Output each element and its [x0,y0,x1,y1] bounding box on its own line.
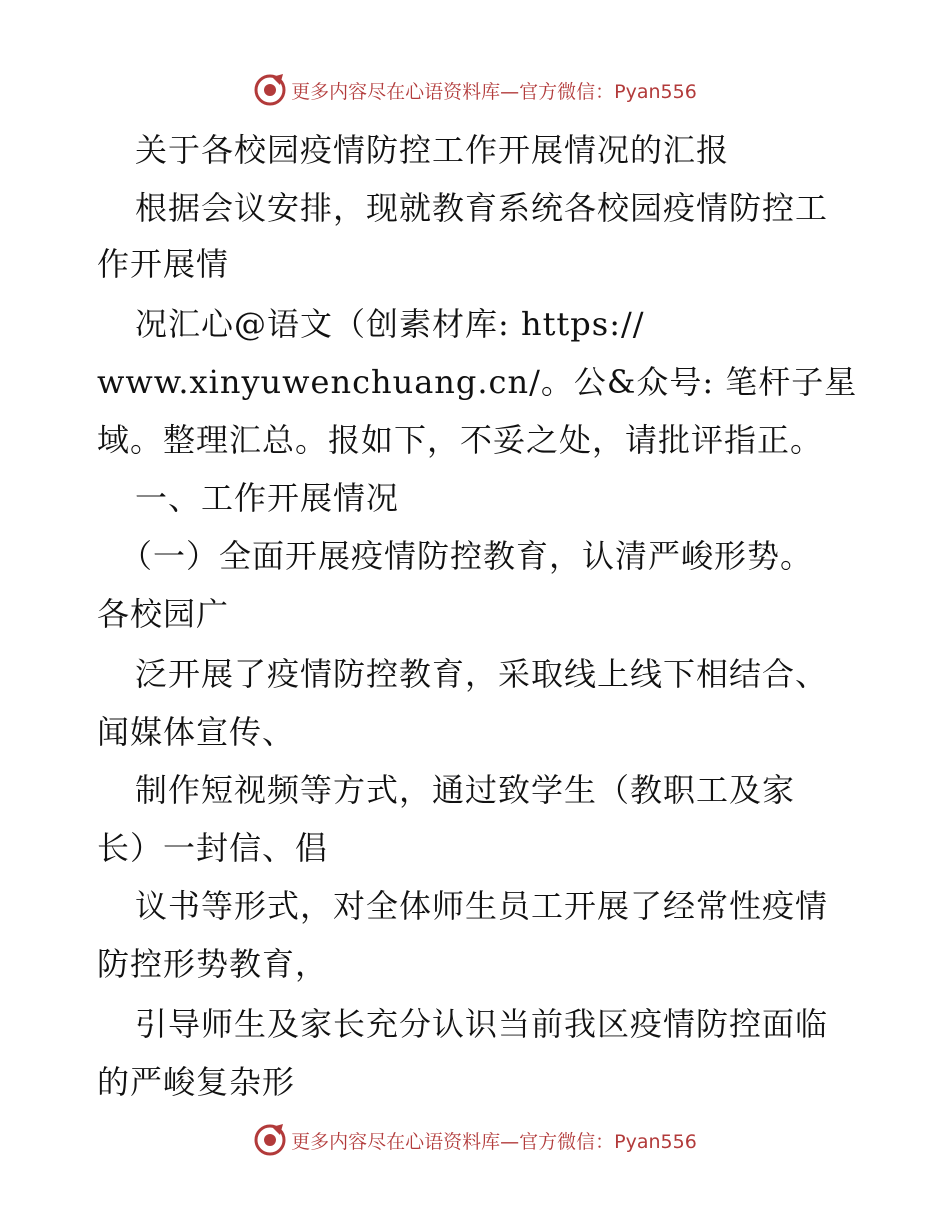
paragraph-line: 况汇心@语文（创素材库: https:// [135,305,645,343]
paragraph-line: 防控形势教育， [97,945,329,983]
watermark-banner-top [0,70,950,110]
subsection-heading: （一）全面开展疫情防控教育，认清严峻形势。 [120,537,814,575]
paragraph-line: 议书等形式，对全体师生员工开展了经常性疫情 [135,887,829,925]
paragraph-line: 根据会议安排，现就教育系统各校园疫情防控工 [135,189,829,227]
paragraph-line: 引导师生及家长充分认识当前我区疫情防控面临 [135,1005,829,1043]
watermark-text: 更多内容尽在心语资料库—官方微信：Pyan556 [291,1130,697,1153]
document-title: 关于各校园疫情防控工作开展情况的汇报 [135,131,730,169]
pen-logo-icon [253,1123,287,1157]
paragraph-line: 域。整理汇总。报如下，不妥之处，请批评指正。 [97,421,824,459]
paragraph-line: 制作短视频等方式，通过致学生（教职工及家 [135,771,796,809]
section-heading: 一、工作开展情况 [135,479,400,517]
paragraph-line: 各校园广 [97,595,230,633]
paragraph-line: www.xinyuwenchuang.cn/。公&众号: 笔杆子星 [97,363,858,401]
watermark-text: 更多内容尽在心语资料库—官方微信：Pyan556 [291,80,697,103]
watermark-banner-bottom [0,1120,950,1160]
paragraph-line: 作开展情 [97,245,230,283]
paragraph-line: 泛开展了疫情防控教育，采取线上线下相结合、 [135,655,829,693]
paragraph-line: 的严峻复杂形 [97,1063,296,1101]
paragraph-line: 长）一封信、倡 [97,829,329,867]
pen-logo-icon [253,73,287,107]
paragraph-line: 闻媒体宣传、 [97,713,296,751]
